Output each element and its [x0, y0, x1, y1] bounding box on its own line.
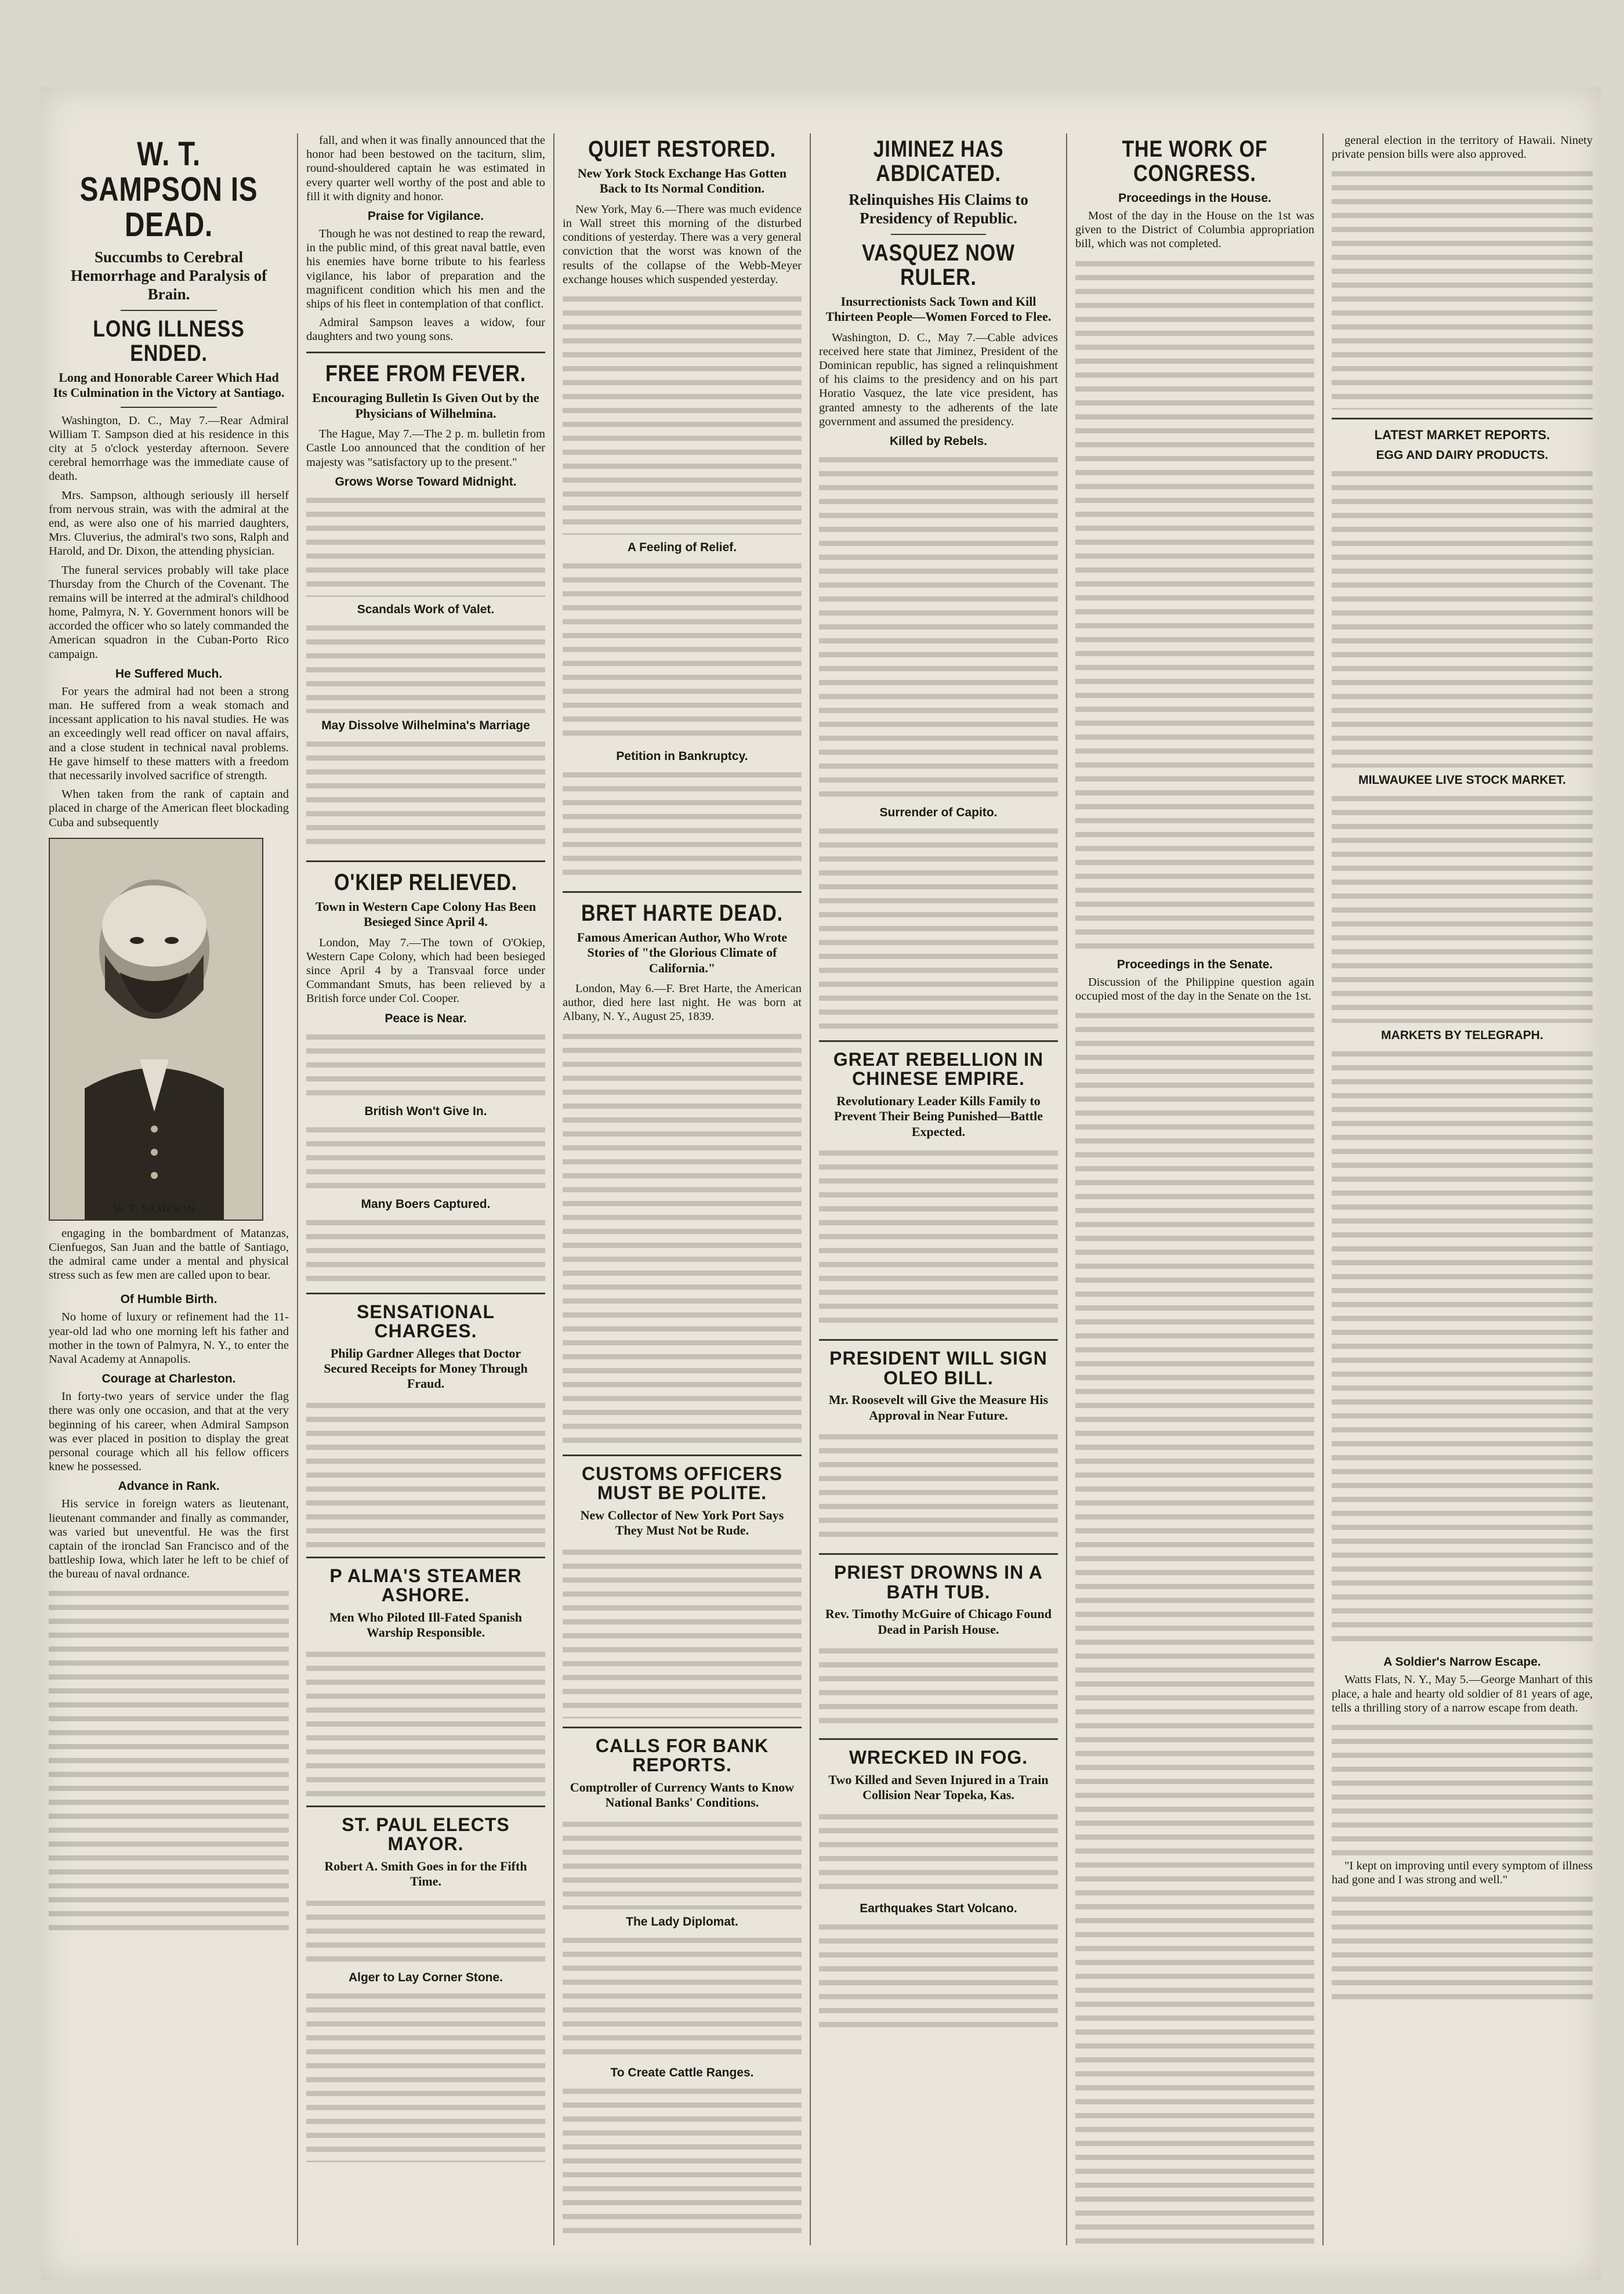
body-text-lines	[1332, 1046, 1593, 1649]
deck-fever: Encouraging Bulletin Is Given Out by the Physicians of Wilhelmina.	[312, 390, 539, 421]
body-text-lines	[819, 452, 1058, 800]
article-paragraph: fall, and when it was finally announced that the honor had been bestowed on the taciturn, slim, round-shouldered captain he was estimated in every quarter well worthy of the post and able to fill it with dignity and honor.	[306, 134, 545, 203]
headline-markets: LATEST MARKET REPORTS.	[1374, 428, 1550, 443]
headline-sampson: W. T. SAMPSON IS DEAD.	[79, 135, 258, 244]
deck-fog: Two Killed and Seven Injured in a Train Collision Near Topeka, Kas.	[828, 1772, 1049, 1803]
headline-congress: THE WORK OF CONGRESS.	[1122, 136, 1268, 186]
deck-charges: Philip Gardner Alleges that Doctor Secured Receipts for Money Through Fraud.	[324, 1345, 528, 1391]
subhead: A Soldier's Narrow Escape.	[1383, 1655, 1541, 1669]
headline-jiminez: JIMINEZ HAS ABDICATED.	[873, 136, 1004, 186]
headline-bank: CALLS FOR BANK REPORTS.	[595, 1735, 769, 1776]
column-5	[1067, 133, 1322, 2245]
column-3	[554, 133, 810, 2245]
article-paragraph: Watts Flats, N. Y., May 5.—George Manhart of this place, a hale and hearty old soldier of 81 years of age, tells a thrilling story of a narrow escape from death.	[1332, 1673, 1593, 1714]
body-text-lines	[563, 1029, 802, 1446]
headline-fog: WRECKED IN FOG.	[849, 1747, 1028, 1768]
subhead: Praise for Vigilance.	[367, 209, 484, 223]
article-paragraph: Washington, D. C., May 7.—Rear Admiral William T. Sampson died at his residence in this city at 5 o'clock yesterday afternoon. Severe cerebral hemorrhage was the immediate cause of death.	[49, 414, 289, 483]
article-paragraph: For years the admiral had not been a strong man. He suffered from a weak stomach and incessant application to his naval studies. He was an exceedingly well read officer on naval affairs, and a close student in technical naval problems. He gave himself to these matters with a freedom that necessarily involved sacrifice of strength.	[49, 685, 289, 782]
divider	[1332, 418, 1593, 419]
deck-rebellion: Revolutionary Leader Kills Family to Prevent Their Being Punished—Battle Expected.	[834, 1094, 1043, 1139]
body-text-lines	[563, 1933, 802, 2060]
subhead: Scandals Work of Valet.	[357, 602, 495, 616]
subhead: To Create Cattle Ranges.	[610, 2065, 754, 2079]
body-text-lines	[306, 1215, 545, 1285]
body-text-lines	[1332, 791, 1593, 1023]
article-paragraph: engaging in the bombardment of Matanzas, Cienfuegos, San Juan and the battle of Santiago, the admiral came under a mental and physical stress such as few men are called upon to bear.	[49, 1226, 289, 1282]
body-text-lines	[306, 1398, 545, 1548]
deck-oleo: Mr. Roosevelt will Give the Measure His Approval in Near Future.	[828, 1392, 1049, 1423]
divider	[563, 1727, 802, 1728]
portrait-engraving	[50, 839, 262, 1220]
deck-harte: Famous American Author, Who Wrote Stories of "the Glorious Climate of California."	[577, 929, 788, 975]
subhead: The Lady Diplomat.	[626, 1915, 738, 1928]
sampson-portrait	[49, 838, 263, 1221]
article-paragraph: His service in foreign waters as lieutenant, lieutenant commander and finally as commander, was varied but uneventful. He was the first captain of the ironclad San Francisco and of the battleship Iowa, which later he left to be chief of the bureau of naval ordnance.	[49, 1497, 289, 1581]
article-paragraph: London, May 7.—The town of O'Okiep, Western Cape Colony, which had been besieged since April 4 by a Transvaal force under Commandant Smuts, has been relieved by a British force under Col. Cooper.	[306, 936, 545, 1005]
article-paragraph: The funeral services probably will take place Thursday from the Church of the Covenant. The remains will be interred at the admiral's childhood home, Palmyra, N. Y. Government honors will be accorded the officer who so lately commanded the American squadron in the Cuban-Porto Rico campaign.	[49, 563, 289, 661]
body-text-lines	[563, 291, 802, 535]
body-text-lines	[49, 1586, 289, 1934]
article-paragraph: London, May 6.—F. Bret Harte, the American author, died here last night. He was born at Albany, N. Y., August 25, 1839.	[563, 982, 802, 1023]
portrait-caption: W. T. SAMPSON.	[113, 1202, 199, 1214]
headline-vasquez: VASQUEZ NOW RULER.	[862, 240, 1015, 290]
subhead: MARKETS BY TELEGRAPH.	[1381, 1029, 1543, 1043]
headline-priest: PRIEST DROWNS IN A BATH TUB.	[834, 1562, 1043, 1602]
column-2	[298, 133, 553, 2245]
body-text-lines	[819, 1145, 1058, 1331]
article-paragraph: Admiral Sampson leaves a widow, four daughters and two young sons.	[306, 316, 545, 343]
deck-illness: Long and Honorable Career Which Had Its Culmination in the Victory at Santiago.	[53, 370, 285, 400]
article-paragraph: Mrs. Sampson, although seriously ill herself from nervous strain, was with the admiral at the end, as were also one of his married daughters, Mrs. Cluverius, the admiral's two sons, Ralph and Harold, and Dr. Dixon, the attending physician.	[49, 489, 289, 558]
deck-steamer: Men Who Piloted Ill-Fated Spanish Warship Responsible.	[329, 1610, 523, 1640]
article-paragraph: No home of luxury or refinement had the 11-year-old lad who one morning left his father and mother in the town of Palmyra, N. Y., to enter the Naval Academy at Annapolis.	[49, 1311, 289, 1366]
deck-okiep: Town in Western Cape Colony Has Been Besieged Since April 4.	[315, 899, 536, 929]
headline-st-paul: ST. PAUL ELECTS MAYOR.	[342, 1814, 510, 1855]
column-6	[1324, 133, 1601, 2245]
body-text-lines	[306, 493, 545, 597]
deck-st-paul: Robert A. Smith Goes in for the Fifth Time.	[324, 1859, 527, 1889]
subhead: Proceedings in the House.	[1118, 191, 1271, 205]
divider	[819, 1040, 1058, 1042]
subhead: Peace is Near.	[385, 1011, 467, 1025]
body-text-lines	[306, 1988, 545, 2162]
deck-quiet: New York Stock Exchange Has Gotten Back to Its Normal Condition.	[577, 166, 787, 196]
body-text-lines	[819, 1643, 1058, 1730]
divider	[891, 234, 987, 235]
deck-customs: New Collector of New York Port Says They Must Not be Rude.	[580, 1507, 784, 1538]
article-paragraph: Discussion of the Philippine question again occupied most of the day in the Senate on the 1st.	[1075, 975, 1314, 1003]
subhead: A Feeling of Relief.	[627, 540, 737, 554]
subhead: Killed by Rebels.	[889, 434, 988, 448]
divider	[819, 1553, 1058, 1555]
deck-sampson: Succumbs to Cerebral Hemorrhage and Paralysis of Brain.	[70, 248, 267, 303]
subhead: Surrender of Capito.	[879, 805, 998, 819]
body-text-lines	[563, 767, 802, 883]
subhead: MILWAUKEE LIVE STOCK MARKET.	[1358, 773, 1566, 787]
headline-fever: FREE FROM FEVER.	[325, 361, 527, 387]
body-text-lines	[563, 1817, 802, 1909]
body-text-lines	[306, 1122, 545, 1192]
body-text-lines	[819, 1919, 1058, 2035]
deck-priest: Rev. Timothy McGuire of Chicago Found Dead in Parish House.	[825, 1606, 1052, 1637]
divider	[121, 310, 217, 311]
body-text-lines	[306, 1895, 545, 1965]
subhead: Grows Worse Toward Midnight.	[335, 475, 517, 489]
deck-vasquez: Insurrectionists Sack Town and Kill Thirteen People—Women Forced to Flee.	[825, 294, 1052, 324]
divider	[306, 1557, 545, 1558]
newspaper-page	[41, 87, 1601, 2280]
subhead: British Won't Give In.	[364, 1104, 487, 1118]
divider	[121, 407, 217, 408]
divider	[563, 1454, 802, 1456]
article-paragraph: general election in the territory of Hawaii. Ninety private pension bills were also approved.	[1332, 134, 1593, 161]
subhead: Proceedings in the Senate.	[1116, 957, 1273, 971]
body-text-lines	[306, 736, 545, 852]
article-paragraph: Washington, D. C., May 7.—Cable advices received here state that Jiminez, President of the Dominican republic, has signed a relinquishment of his claims to the presidency and on his part Horatio Vasquez, the late vice president, has granted amnesty to the adherents of the late government and assumed the presidency.	[819, 331, 1058, 428]
subhead: Many Boers Captured.	[361, 1197, 491, 1211]
body-text-lines	[1332, 1720, 1593, 1859]
column-4	[811, 133, 1066, 2245]
headline-rebellion: GREAT REBELLION IN CHINESE EMPIRE.	[833, 1048, 1044, 1090]
subhead: Earthquakes Start Volcano.	[860, 1901, 1017, 1915]
body-text-lines	[819, 823, 1058, 1032]
subhead: May Dissolve Wilhelmina's Marriage	[321, 718, 530, 732]
article-paragraph: The Hague, May 7.—The 2 p. m. bulletin from Castle Loo announced that the condition of her majesty was "satisfactory up to the present."	[306, 428, 545, 469]
body-text-lines	[306, 1647, 545, 1797]
body-text-lines	[306, 1029, 545, 1099]
headline-oleo: PRESIDENT WILL SIGN OLEO BILL.	[829, 1348, 1047, 1388]
divider	[306, 352, 545, 353]
body-text-lines	[1075, 1008, 1314, 2245]
body-text-lines	[306, 620, 545, 713]
headline-customs: CUSTOMS OFFICERS MUST BE POLITE.	[581, 1463, 783, 1504]
divider	[306, 1293, 545, 1294]
headline-illness: LONG ILLNESS ENDED.	[93, 316, 245, 366]
divider	[306, 1805, 545, 1807]
deck-jiminez: Relinquishes His Claims to Presidency of Republic.	[849, 191, 1028, 227]
body-text-lines	[819, 1429, 1058, 1545]
article-paragraph: Most of the day in the House on the 1st was given to the District of Columbia appropriation bill, which was not completed.	[1075, 209, 1314, 251]
deck-bank: Comptroller of Currency Wants to Know National Banks' Conditions.	[570, 1779, 795, 1810]
subhead: Alger to Lay Corner Stone.	[348, 1970, 503, 1984]
headline-charges: SENSATIONAL CHARGES.	[357, 1301, 495, 1342]
divider	[819, 1339, 1058, 1341]
body-text-lines	[819, 1809, 1058, 1896]
article-paragraph: Though he was not destined to reap the reward, in the public mind, of this great naval battle, even his enemies have borne tribute to his fearless vigilance, his labor of preparation and the magnificent condition which his men and the ships of his fleet in contemplation of that conflict.	[306, 227, 545, 310]
body-text-lines	[563, 1544, 802, 1718]
subhead: Advance in Rank.	[118, 1479, 220, 1493]
subhead: Petition in Bankruptcy.	[616, 749, 748, 763]
divider	[563, 891, 802, 893]
body-text-lines	[1075, 256, 1314, 952]
divider	[306, 860, 545, 862]
article-paragraph: When taken from the rank of captain and placed in charge of the American fleet blockading Cuba and subsequently	[49, 788, 289, 829]
headline-steamer: P ALMA'S STEAMER ASHORE.	[329, 1565, 522, 1606]
column-1	[41, 133, 297, 2245]
article-paragraph: In forty-two years of service under the flag there was only one occasion, and that at the very beginning of his career, when Admiral Sampson was ever placed in position to display the great personal courage which all his fellow officers knew he possessed.	[49, 1390, 289, 1474]
headline-quiet: QUIET RESTORED.	[588, 136, 776, 162]
body-text-lines	[563, 558, 802, 744]
body-text-lines	[563, 2083, 802, 2234]
subhead: He Suffered Much.	[115, 667, 223, 681]
article-paragraph: "I kept on improving until every symptom of illness had gone and I was strong and well."	[1332, 1859, 1593, 1887]
body-text-lines	[1332, 466, 1593, 768]
body-text-lines	[1332, 166, 1593, 410]
subhead: Courage at Charleston.	[102, 1372, 236, 1386]
subhead: Of Humble Birth.	[120, 1293, 217, 1307]
divider	[819, 1738, 1058, 1740]
article-paragraph: New York, May 6.—There was much evidence in Wall street this morning of the disturbed conditions of yesterday. There was a very general conviction that the worst was known of the results of the collapse of the Webb-Meyer exchange houses which suspended yesterday.	[563, 202, 802, 286]
subhead: EGG AND DAIRY PRODUCTS.	[1376, 448, 1549, 462]
headline-okiep: O'KIEP RELIEVED.	[334, 869, 517, 895]
body-text-lines	[1332, 1891, 1593, 2007]
headline-harte: BRET HARTE DEAD.	[581, 900, 783, 926]
